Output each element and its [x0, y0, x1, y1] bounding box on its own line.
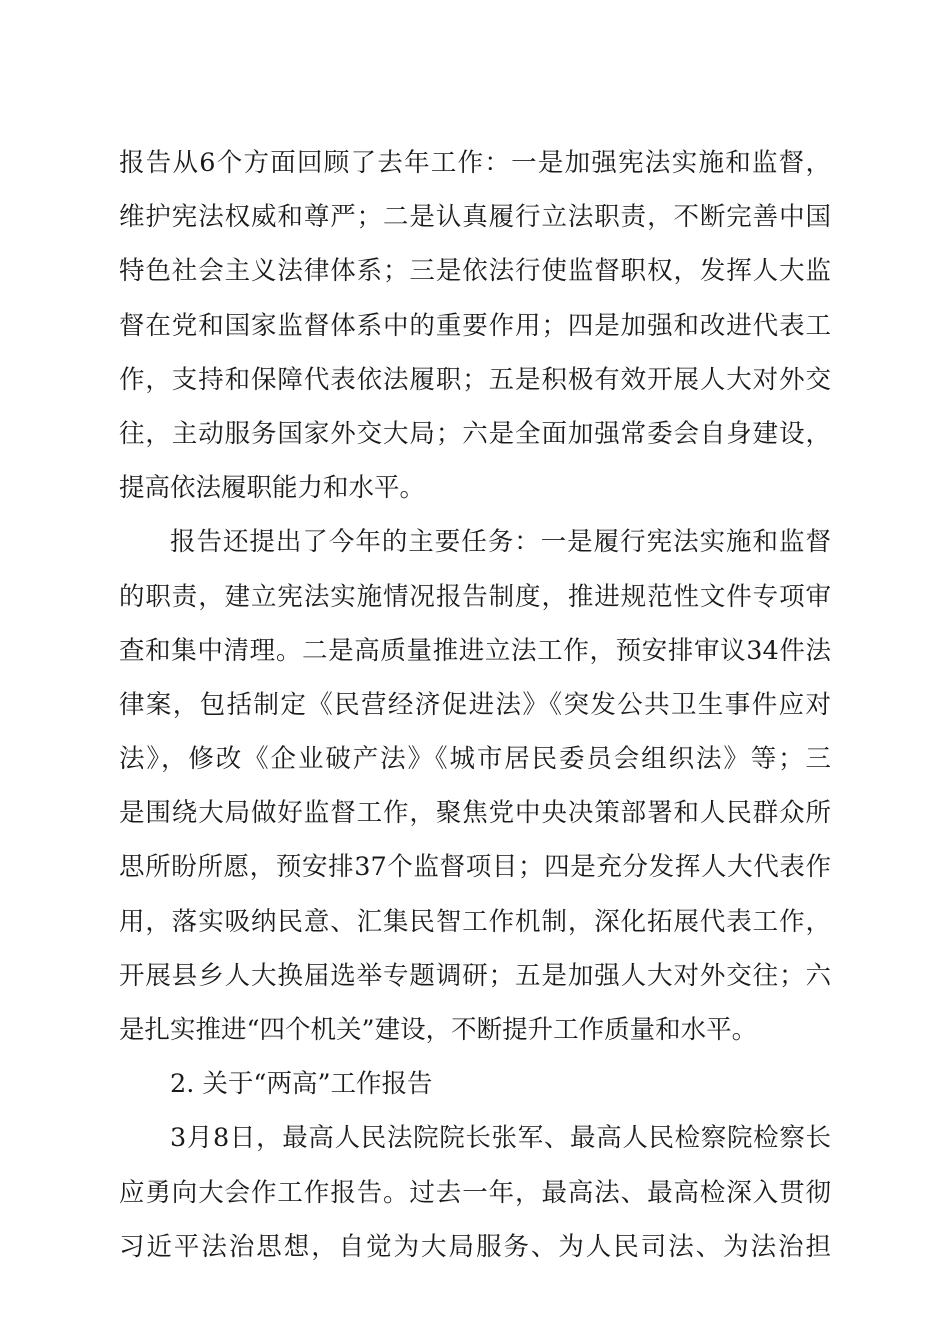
text-line: 维护宪法权威和尊严；二是认真履行立法职责，不断完善中国 — [119, 202, 831, 233]
text-line: 应勇向大会作工作报告。过去一年，最高法、最高检深入贯彻 — [119, 1177, 831, 1208]
text-line: 习近平法治思想，自觉为大局服务、为人民司法、为法治担 — [119, 1231, 831, 1262]
text-line: 督在党和国家监督体系中的重要作用；四是加强和改进代表工 — [119, 310, 831, 341]
section-heading: 2. 关于“两高”工作报告 — [170, 1069, 433, 1100]
text-line: 开展县乡人大换届选举专题调研；五是加强人大对外交往；六 — [119, 960, 831, 991]
paragraph-start-line: 报告还提出了今年的主要任务：一是履行宪法实施和监督 — [170, 527, 831, 558]
text-line: 特色社会主义法律体系；三是依法行使监督职权，发挥人大监 — [119, 256, 831, 287]
text-line: 作，支持和保障代表依法履职；五是积极有效开展人大对外交 — [119, 364, 831, 395]
text-line: 思所盼所愿，预安排37个监督项目；四是充分发挥人大代表作 — [119, 852, 831, 883]
text-line: 是扎实推进“四个机关”建设，不断提升工作质量和水平。 — [119, 1015, 758, 1045]
text-line: 报告从6个方面回顾了去年工作：一是加强宪法实施和监督， — [119, 148, 831, 178]
text-line: 用，落实吸纳民意、汇集民智工作机制，深化拓展代表工作， — [119, 906, 831, 937]
text-line: 法》，修改《企业破产法》《城市居民委员会组织法》等；三 — [119, 744, 831, 775]
body-text — [119, 136, 831, 1274]
text-line: 往，主动服务国家外交大局；六是全面加强常委会自身建设， — [119, 418, 831, 449]
text-line: 的职责，建立宪法实施情况报告制度，推进规范性文件专项审 — [119, 581, 831, 612]
text-line: 是围绕大局做好监督工作，聚焦党中央决策部署和人民群众所 — [119, 798, 831, 829]
paragraph-start-line: 3月8日，最高人民法院院长张军、最高人民检察院检察长 — [170, 1123, 831, 1154]
text-line: 律案，包括制定《民营经济促进法》《突发公共卫生事件应对 — [119, 689, 831, 720]
text-line: 提高依法履职能力和水平。 — [119, 473, 426, 504]
text-line: 查和集中清理。二是高质量推进立法工作，预安排审议34件法 — [119, 635, 831, 666]
